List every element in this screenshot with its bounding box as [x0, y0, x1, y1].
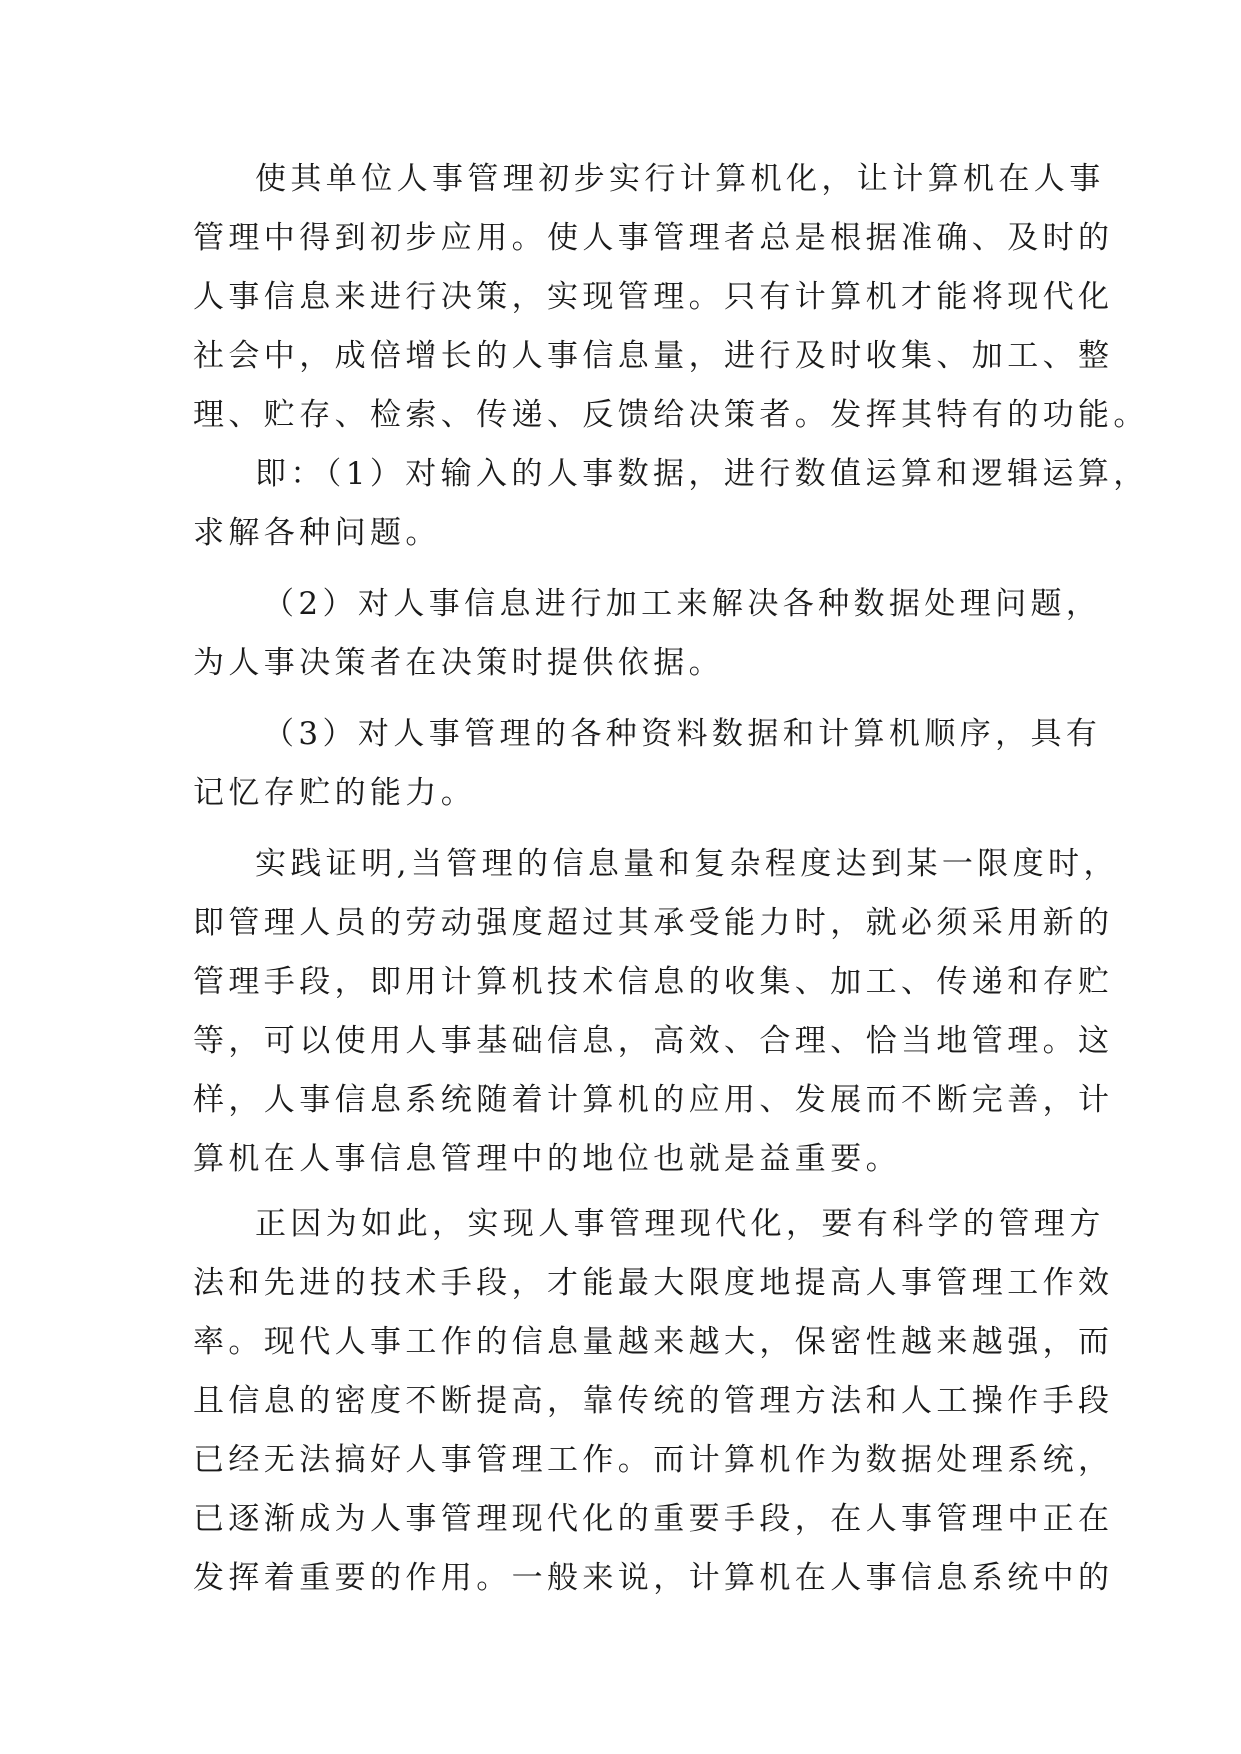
text-line: 实践证明,当管理的信息量和复杂程度达到某一限度时，: [255, 846, 1119, 882]
text-line: 管理手段，即用计算机技术信息的收集、加工、传递和存贮: [193, 964, 1114, 1000]
text-line: 使其单位人事管理初步实行计算机化，让计算机在人事: [255, 161, 1105, 197]
text-line: 人事信息来进行决策，实现管理。只有计算机才能将现代化: [193, 279, 1114, 315]
text-line: 已经无法搞好人事管理工作。而计算机作为数据处理系统，: [193, 1442, 1114, 1478]
text-line: 理、贮存、检索、传递、反馈给决策者。发挥其特有的功能。: [193, 397, 1149, 433]
paragraph-2: [193, 445, 1149, 563]
text-line: （2）对人事信息进行加工来解决各种数据处理问题，: [263, 586, 1102, 622]
text-line: （3）对人事管理的各种资料数据和计算机顺序，具有: [263, 716, 1102, 752]
text-line: 等，可以使用人事基础信息，高效、合理、恰当地管理。这: [193, 1023, 1114, 1059]
text-line: 记忆存贮的能力。: [193, 775, 477, 811]
text-line: 样，人事信息系统随着计算机的应用、发展而不断完善，计: [193, 1082, 1114, 1118]
text-line: 即：（1）对输入的人事数据，进行数值运算和逻辑运算，: [255, 456, 1149, 492]
text-line: 管理中得到初步应用。使人事管理者总是根据准确、及时的: [193, 220, 1114, 256]
text-line: 已逐渐成为人事管理现代化的重要手段，在人事管理中正在: [193, 1501, 1114, 1537]
text-line: 求解各种问题。: [193, 515, 441, 551]
text-line: 且信息的密度不断提高，靠传统的管理方法和人工操作手段: [193, 1383, 1114, 1419]
text-line: 正因为如此，实现人事管理现代化，要有科学的管理方: [255, 1206, 1105, 1242]
text-line: 社会中，成倍增长的人事信息量，进行及时收集、加工、整: [193, 338, 1114, 374]
text-line: 为人事决策者在决策时提供依据。: [193, 645, 724, 681]
text-line: 发挥着重要的作用。一般来说，计算机在人事信息系统中的: [193, 1560, 1114, 1596]
paragraph-5: [193, 835, 1119, 1189]
text-line: 法和先进的技术手段，才能最大限度地提高人事管理工作效: [193, 1265, 1114, 1301]
document-page: [193, 150, 1149, 1608]
paragraph-6: [193, 1195, 1114, 1608]
text-line: 算机在人事信息管理中的地位也就是益重要。: [193, 1141, 901, 1177]
paragraph-3: [193, 575, 1102, 693]
paragraph-4: [193, 705, 1102, 823]
text-line: 即管理人员的劳动强度超过其承受能力时，就必须采用新的: [193, 905, 1114, 941]
paragraph-1: [193, 150, 1149, 445]
text-line: 率。现代人事工作的信息量越来越大，保密性越来越强，而: [193, 1324, 1114, 1360]
